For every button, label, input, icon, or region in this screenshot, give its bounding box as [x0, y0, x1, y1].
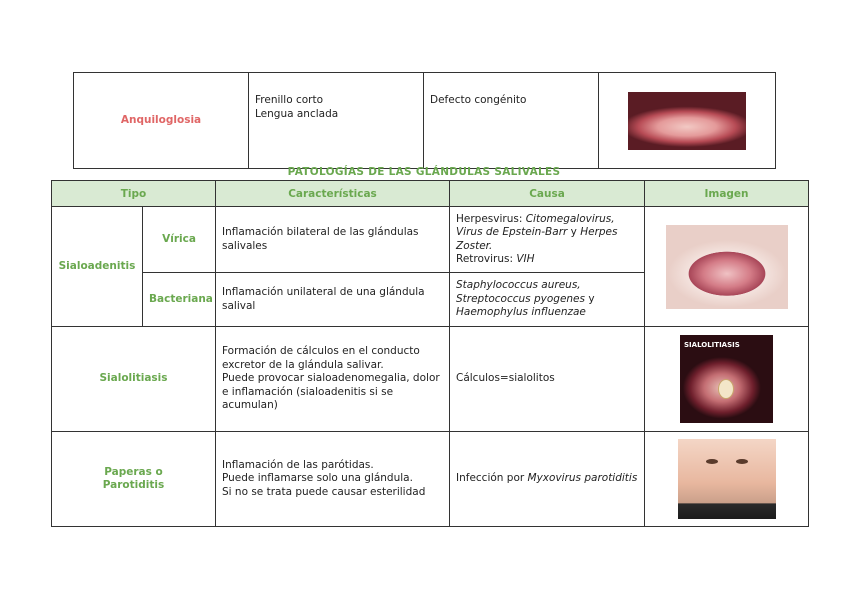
virica-cause-line1 — [456, 213, 638, 254]
paperas-name-line2: Parotiditis — [102, 479, 165, 491]
header-imagen: Imagen — [645, 181, 809, 207]
anquiloglosia-characteristics — [249, 73, 424, 169]
paperas-photo — [678, 439, 776, 519]
section-title: PATOLOGÍAS DE LAS GLÁNDULAS SALIVALES — [287, 166, 561, 178]
virica-cause-line2 — [456, 253, 638, 267]
paperas-cause — [450, 432, 645, 527]
salivary-stone — [718, 379, 734, 399]
header-causa: Causa — [450, 181, 645, 207]
sialolitiasis-photo — [680, 335, 773, 423]
anquiloglosia-name: Anquiloglosia — [74, 73, 249, 169]
anquiloglosia-row — [74, 73, 776, 169]
paperas-desc — [216, 432, 450, 527]
cause-italic: Citomegalovirus, Virus de Epstein-Barr — [456, 212, 615, 238]
paperas-name-line1: Paperas o — [104, 465, 163, 478]
anquiloglosia-image-cell — [599, 73, 776, 169]
characteristic-line: Frenillo corto — [255, 94, 324, 106]
anquiloglosia-cause: Defecto congénito — [424, 73, 599, 169]
virica-cause — [450, 207, 645, 273]
sialoadenitis-virica-row — [52, 207, 809, 273]
sialolitiasis-name: Sialolitiasis — [52, 327, 216, 432]
eye-shape — [706, 459, 718, 464]
anquiloglosia-table — [73, 72, 776, 169]
cause-text: Herpesvirus: — [456, 212, 526, 225]
desc-line: Puede inflamarse solo una glándula. — [222, 472, 413, 485]
desc-line: Si no se trata puede causar esterilidad — [222, 485, 426, 498]
desc-line: Formación de cálculos en el conducto excretor de la glándula salivar. — [222, 345, 420, 371]
desc-line: Puede provocar sialoadenomegalia, dolor e inflamación (sialoadenitis si se acumulan) — [222, 372, 440, 412]
cause-text: Retrovirus: — [456, 253, 517, 265]
anquiloglosia-photo — [628, 92, 746, 150]
paperas-image-cell — [645, 432, 809, 527]
cause-italic: Myxovirus parotiditis — [527, 472, 638, 485]
bacteriana-cause — [450, 273, 645, 327]
sialolitiasis-row — [52, 327, 809, 432]
header-tipo: Tipo — [52, 181, 216, 207]
eye-shape — [736, 459, 748, 464]
header-caracteristicas: Características — [216, 181, 450, 207]
cause-text: y — [584, 292, 595, 305]
sialoadenitis-photo — [666, 225, 788, 309]
header-row — [52, 181, 809, 207]
desc-line: Inflamación de las parótidas. — [222, 458, 374, 471]
bacteriana-desc: Inflamación unilateral de una glándula salival — [216, 273, 450, 327]
cause-italic: Haemophylus influenzae — [456, 306, 586, 319]
sialolitiasis-cause: Cálculos=sialolitos — [450, 327, 645, 432]
cause-italic: Herpes Zoster. — [456, 226, 618, 252]
sialoadenitis-image-cell — [645, 207, 809, 327]
virica-label: Vírica — [143, 207, 216, 273]
bacteriana-label: Bacteriana — [143, 273, 216, 327]
cause-text: Infección por — [456, 472, 528, 485]
paperas-name — [52, 432, 216, 527]
sialolitiasis-image-cell — [645, 327, 809, 432]
sialolitiasis-photo-caption: SIALOLITIASIS — [684, 341, 740, 349]
sialolitiasis-desc — [216, 327, 450, 432]
salivary-glands-table — [51, 180, 809, 527]
characteristic-line: Lengua anclada — [255, 107, 339, 120]
virica-desc: Inflamación bilateral de las glándulas salivales — [216, 207, 450, 273]
paperas-row — [52, 432, 809, 527]
cause-text: y — [567, 226, 581, 238]
sialoadenitis-name: Sialoadenitis — [52, 207, 143, 327]
cause-italic: Staphylococcus aureus, Streptococcus pyogenes — [456, 279, 585, 305]
cause-italic: VIH — [516, 253, 535, 265]
